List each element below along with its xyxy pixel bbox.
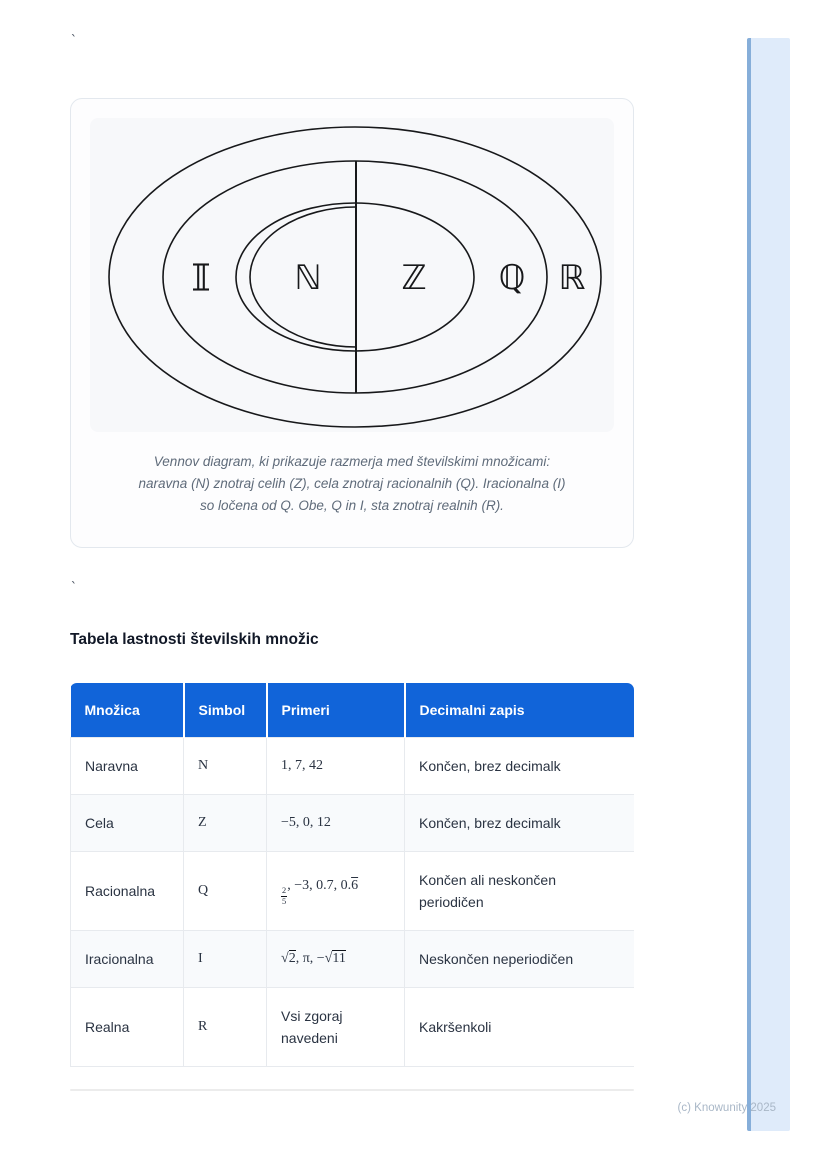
venn-diagram-card	[70, 98, 634, 548]
cell-decimalni: Končen, brez decimalk	[405, 795, 635, 852]
header-decimalni-zapis: Decimalni zapis	[405, 683, 635, 738]
venn-diagram-panel	[90, 118, 614, 432]
venn-caption-line-3: so ločena od Q. Obe, Q in I, sta znotraj realnih (R).	[200, 497, 504, 513]
radical-sign: √	[281, 951, 289, 966]
venn-caption-line-2: naravna (N) znotraj celih (Z), cela znotraj racionalnih (Q). Iracionalna (I)	[138, 475, 566, 491]
table-row-naravna	[71, 738, 635, 795]
venn-diagram	[90, 118, 614, 432]
table-row-realna	[71, 988, 635, 1067]
cell-decimalni: Končen ali neskončen periodičen	[405, 852, 635, 931]
header-primeri: Primeri	[267, 683, 405, 738]
set-label-Z: ℤ	[401, 258, 427, 298]
set-label-Q: ℚ	[498, 258, 526, 298]
cell-mnozica: Realna	[71, 988, 184, 1067]
table-row-racionalna	[71, 852, 635, 931]
cell-simbol: N	[184, 738, 267, 795]
bottom-divider	[70, 1089, 634, 1091]
table-row-cela	[71, 795, 635, 852]
properties-table	[70, 683, 634, 1067]
radical-sign: √	[324, 951, 333, 966]
fraction: $\frac{2}{5}$	[282, 886, 287, 907]
cell-primeri: Vsi zgoraj navedeni	[267, 988, 405, 1067]
cell-primeri: $\frac{2}{5}$ , −3, 0.7, 0.6	[267, 852, 405, 931]
header-simbol: Simbol	[184, 683, 267, 738]
table-row-iracionalna	[71, 931, 635, 988]
cell-simbol: Z	[184, 795, 267, 852]
cell-decimalni: Končen, brez decimalk	[405, 738, 635, 795]
set-label-N: ℕ	[294, 258, 322, 298]
venn-caption-line-1: Vennov diagram, ki prikazuje razmerja med številskimi množicami:	[153, 454, 551, 469]
cell-simbol: I	[184, 931, 267, 988]
cell-mnozica: Cela	[71, 795, 184, 852]
set-label-I-icon	[193, 265, 209, 290]
cell-simbol: R	[184, 988, 267, 1067]
page-edge-highlight-stripe	[747, 38, 790, 1131]
cell-simbol: Q	[184, 852, 267, 931]
cell-decimalni: Kakršenkoli	[405, 988, 635, 1067]
stray-backtick-middle: `	[70, 581, 78, 596]
table-header-row	[71, 683, 635, 738]
properties-table-wrapper	[70, 683, 634, 1067]
cell-primeri: 1, 7, 42	[267, 738, 405, 795]
repeating-decimal: 6	[351, 878, 359, 894]
cell-mnozica: Racionalna	[71, 852, 184, 931]
section-heading: Tabela lastnosti številskih množic	[70, 631, 319, 648]
cell-primeri: −5, 0, 12	[267, 795, 405, 852]
set-label-R: ℝ	[558, 258, 586, 298]
cell-mnozica: Iracionalna	[71, 931, 184, 988]
venn-caption	[71, 451, 633, 517]
copyright-text: (c) Knowunity 2025	[677, 1102, 776, 1114]
header-mnozica: Množica	[71, 683, 184, 738]
cell-decimalni: Neskončen neperiodičen	[405, 931, 635, 988]
stray-backtick-top: `	[70, 34, 78, 49]
cell-mnozica: Naravna	[71, 738, 184, 795]
cell-primeri: √2, π, −√11	[267, 931, 405, 988]
